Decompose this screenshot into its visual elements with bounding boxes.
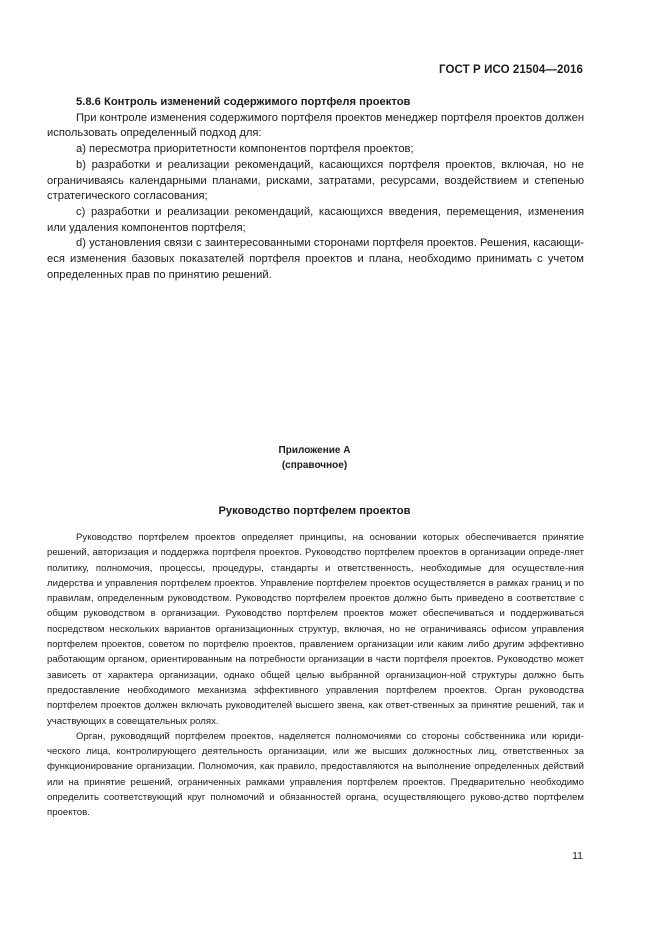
section-list-item-a: a) пересмотра приоритетности компонентов портфеля проектов; (76, 143, 414, 156)
page-number: 11 (572, 850, 583, 862)
section-list-item-c: c) разработки и реализации рекомендаций, касающихся введения, перемещения, изменения или удаления компонентов портфеля; (47, 205, 584, 234)
annex-note: (справочное) (281, 459, 348, 471)
annex-title: Руководство портфелем проектов (218, 505, 411, 517)
section-list-item-d: d) установления связи с заинтересованными сторонами портфеля проектов. Решения, касающи-еся изменения базовых показателей портфеля проектов и плана, необходимо принимать с учетом определенных прав по принятию решений. (47, 237, 584, 281)
section-title: 5.8.6 Контроль изменений содержимого портфеля проектов (76, 96, 411, 108)
annex-heading (0, 444, 629, 473)
section-5-8-6 (47, 95, 584, 283)
standard-code-header: ГОСТ Р ИСО 21504—2016 (438, 64, 583, 76)
annex-paragraph-1: Руководство портфелем проектов определяет принципы, на основании которых обеспечивается принятие решений, авторизация и поддержка портфеля проектов. Руководство портфелем проектов в организации опреде-ляет политику, полномочия, процессы, процедуры, стандарты и ответственность, необходимые для осуществле-ния лидерства и управления портфелем проектов. Управление портфелем проектов осуществляется в рамках границ и по правилам, определенным руководством. Руководство портфелем проектов должно быть приведено в соответствие с общим руководством в организации. Руководство портфелем проектов может обеспечиваться и поддерживаться посредством нескольких вариантов организационных структур, включая, но не ограничиваясь офисом управления портфелем проектов, советом по портфелю проектов, правлением организации или каким либо другим эффективно работающим органом, ориентированным на потребности организации в части портфеля проектов. Руководство может зависеть от характера организации, однако общей целью выбранной организацион-ной структуры должно быть предоставление необходимого механизма эффективного управления портфелем проектов. Орган руководства портфелем проектов должен включать руководителей высшего звена, как ответ-ственных за принятие решений, так и участвующих в совещательных ролях. (47, 532, 584, 727)
section-list-item-b: b) разработки и реализации рекомендаций, касающихся портфеля проектов, включая, но не ограничиваясь календарными планами, рисками, затратами, ресурсами, воздействием и степенью стратегического согласования; (47, 158, 584, 203)
annex-paragraph-2: Орган, руководящий портфелем проектов, наделяется полномочиями со стороны собственника или юриди-ческого лица, контролирующего деятельность организации, или же высших должностных лиц, ответственных за функционирование организации. Полномочия, как правило, предоставляются на выполнение определенных действий или на принятие решений, ограниченных рамками управления портфелем проектов. Предварительно необходимо определить соответствующий круг полномочий и обязанностей органа, осуществляющего руково-дство портфелем проектов. (47, 730, 584, 819)
section-paragraph-intro: При контроле изменения содержимого портфеля проектов менеджер портфеля проектов должен использовать определенный подход для: (47, 111, 584, 140)
annex-body (47, 530, 584, 821)
annex-label: Приложение А (278, 445, 351, 456)
